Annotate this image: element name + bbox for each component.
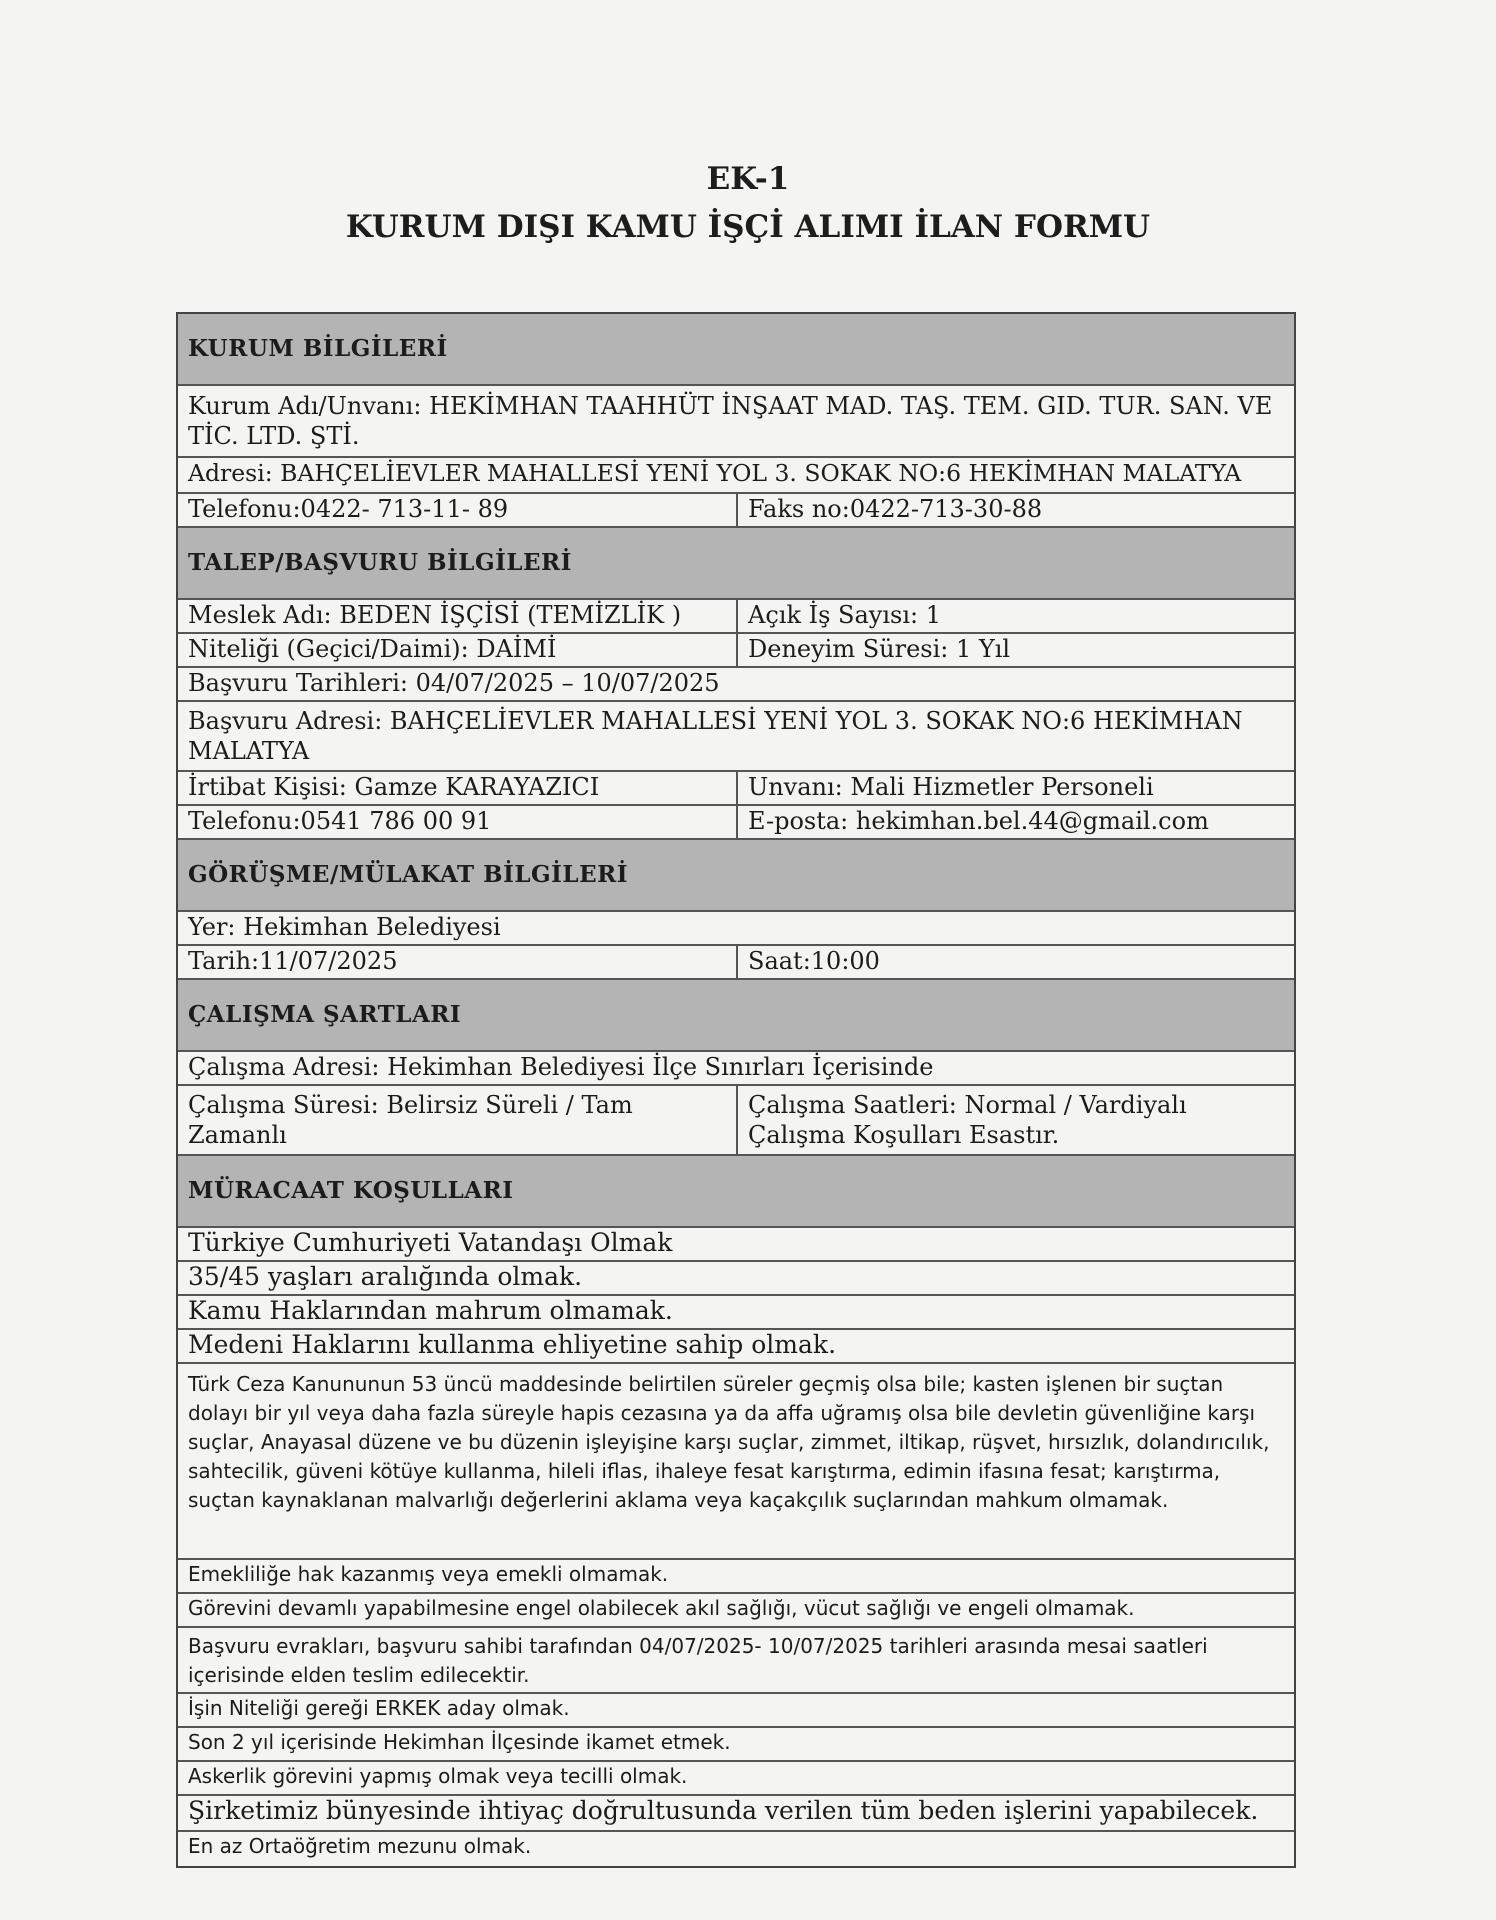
application-address: Başvuru Adresi: BAHÇELİEVLER MAHALLESİ YENİ YOL 3. SOKAK NO:6 HEKİMHAN MALATYA: [188, 707, 1243, 765]
page-title: [0, 155, 1496, 251]
experience: Deneyim Süresi: 1 Yıl: [748, 635, 1011, 663]
work-duration: Çalışma Süresi: Belirsiz Süreli / Tam Zamanlı: [178, 1086, 738, 1154]
kurum-address: Adresi: BAHÇELİEVLER MAHALLESİ YENİ YOL 3. SOKAK NO:6 HEKİMHAN MALATYA: [188, 459, 1242, 487]
contact-email: E-posta: hekimhan.bel.44@gmail.com: [748, 807, 1209, 835]
application-form: [176, 312, 1296, 1868]
kurum-address-row: [178, 458, 1294, 494]
section-gorusme: [178, 840, 1294, 912]
condition-text: Başvuru evrakları, başvuru sahibi tarafından 04/07/2025- 10/07/2025 tarihleri arasında mesai saatleri içerisinde elden teslim edilecektir.: [188, 1634, 1208, 1687]
gorusme-datetime-row: [178, 946, 1294, 980]
talep-contact-row: [178, 772, 1294, 806]
contact-title: Unvanı: Mali Hizmetler Personeli: [748, 773, 1154, 801]
kurum-name: Kurum Adı/Unvanı: HEKİMHAN TAAHHÜT İNŞAAT MAD. TAŞ. TEM. GID. TUR. SAN. VE TİC. LTD. ŞTİ.: [188, 392, 1273, 450]
talep-profession-row: [178, 600, 1294, 634]
interview-date: Tarih:11/07/2025: [178, 946, 738, 978]
condition-text: Şirketimiz bünyesinde ihtiyaç doğrultusunda verilen tüm beden işlerini yapabilecek.: [188, 1796, 1259, 1825]
section-heading: ÇALIŞMA ŞARTLARI: [188, 1001, 462, 1028]
kurum-name-row: [178, 386, 1294, 458]
condition-text: Türkiye Cumhuriyeti Vatandaşı Olmak: [188, 1228, 673, 1257]
contact-person: İrtibat Kişisi: Gamze KARAYAZICI: [178, 772, 738, 804]
condition-text: 35/45 yaşları aralığında olmak.: [188, 1262, 583, 1291]
talep-phone-row: [178, 806, 1294, 840]
condition-row: [178, 1796, 1294, 1832]
talep-address-row: [178, 702, 1294, 772]
condition-row: [178, 1832, 1294, 1866]
interview-place: Yer: Hekimhan Belediyesi: [188, 913, 501, 941]
kurum-contact-row: [178, 494, 1294, 528]
condition-row: [178, 1262, 1294, 1296]
calisma-time-row: [178, 1086, 1294, 1156]
condition-text: Son 2 yıl içerisinde Hekimhan İlçesinde ikamet etmek.: [188, 1730, 731, 1754]
interview-time: Saat:10:00: [748, 947, 880, 975]
condition-row: [178, 1560, 1294, 1594]
condition-text: En az Ortaöğretim mezunu olmak.: [188, 1834, 532, 1858]
section-talep: [178, 528, 1294, 600]
section-heading: TALEP/BAŞVURU BİLGİLERİ: [188, 549, 572, 576]
profession: Meslek Adı: BEDEN İŞÇİSİ (TEMİZLİK ): [178, 600, 738, 632]
condition-row: [178, 1694, 1294, 1728]
condition-row: [178, 1628, 1294, 1694]
section-muracaat: [178, 1156, 1294, 1228]
condition-row: [178, 1296, 1294, 1330]
condition-text: İşin Niteliği gereği ERKEK aday olmak.: [188, 1696, 570, 1720]
annex-label: EK-1: [706, 161, 790, 197]
openings: Açık İş Sayısı: 1: [748, 601, 942, 629]
contact-phone: Telefonu:0541 786 00 91: [178, 806, 738, 838]
condition-row: [178, 1228, 1294, 1262]
condition-text: Kamu Haklarından mahrum olmamak.: [188, 1296, 673, 1325]
section-kurum: [178, 314, 1294, 386]
condition-text: Görevini devamlı yapabilmesine engel olabilecek akıl sağlığı, vücut sağlığı ve engeli olmamak.: [188, 1596, 1135, 1620]
condition-row: [178, 1594, 1294, 1628]
gorusme-place-row: [178, 912, 1294, 946]
condition-row: [178, 1330, 1294, 1364]
condition-text: Medeni Haklarını kullanma ehliyetine sahip olmak.: [188, 1330, 837, 1359]
condition-row: [178, 1364, 1294, 1560]
calisma-address-row: [178, 1052, 1294, 1086]
section-heading: MÜRACAAT KOŞULLARI: [188, 1177, 514, 1204]
condition-text: Emekliliğe hak kazanmış veya emekli olmamak.: [188, 1562, 669, 1586]
application-dates: Başvuru Tarihleri: 04/07/2025 – 10/07/2025: [188, 669, 720, 697]
work-address: Çalışma Adresi: Hekimhan Belediyesi İlçe Sınırları İçerisinde: [188, 1053, 934, 1081]
talep-nature-row: [178, 634, 1294, 668]
condition-row: [178, 1728, 1294, 1762]
condition-text: Askerlik görevini yapmış olmak veya tecilli olmak.: [188, 1764, 688, 1788]
talep-dates-row: [178, 668, 1294, 702]
work-hours: Çalışma Saatleri: Normal / Vardiyalı Çalışma Koşulları Esastır.: [748, 1091, 1187, 1149]
nature: Niteliği (Geçici/Daimi): DAİMİ: [178, 634, 738, 666]
condition-text: Türk Ceza Kanununun 53 üncü maddesinde belirtilen süreler geçmiş olsa bile; kasten işlenen bir suçtan dolayı bir yıl veya daha fazla süreyle hapis cezasına ya da affa uğramış olsa bile devletin güvenliğine karşı suçlar, Anayasal düzene ve bu düzenin işleyişine karşı suçlar, zimmet, iltikap, rüşvet, hırsızlık, dolandırıcılık, sahtecilik, güveni kötüye kullanma, hileli iflas, ihaleye fesat karıştırma, edimin ifasına fesat; karıştırma, suçtan kaynaklanan malvarlığı değerlerini aklama veya kaçakçılık suçlarından mahkum olmamak.: [188, 1372, 1270, 1512]
section-heading: GÖRÜŞME/MÜLAKAT BİLGİLERİ: [188, 861, 628, 888]
section-calisma: [178, 980, 1294, 1052]
kurum-fax: Faks no:0422-713-30-88: [748, 495, 1043, 523]
form-title: KURUM DIŞI KAMU İŞÇİ ALIMI İLAN FORMU: [345, 209, 1151, 245]
kurum-phone: Telefonu:0422- 713-11- 89: [178, 494, 738, 526]
section-heading: KURUM BİLGİLERİ: [188, 335, 448, 362]
condition-row: [178, 1762, 1294, 1796]
